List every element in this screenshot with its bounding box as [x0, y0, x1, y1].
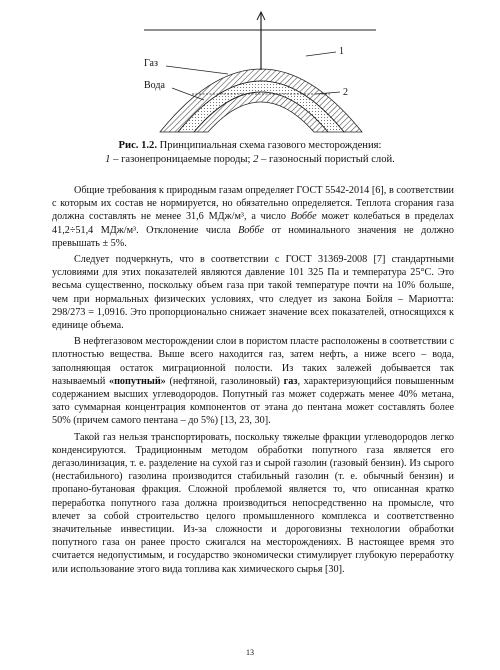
paragraph-4: Такой газ нельзя транспортировать, поскольку тяжелые фракции углеводородов легко конденсируются. Традиционным методом обработки попутного газа является его дегазолинизация, т. е. разделение на сухой газ и сырой газолин (газовый бензин). Из сырого (нестабильного) газолина производится стабильный газолин (т. е. обычный бензин) и пропано-бутановая фракция. Сложной проблемой является то, что описанная кратко переработка попутного газа должна производиться непосредственно на промысле, что влечет за собой строительство целого промышленного комплекса и соответственно значительные инвестиции. Из-за сложности и дороговизны технологии обработки попутного газа он ранее просто сжигался на месторождениях. В настоящее время это считается недопустимым, и государство экономически стимулирует глубокую переработку или использование этого вида топлива как химического сырья [30].	[52, 431, 454, 575]
gas-label: Газ	[144, 58, 158, 69]
caption-item2-text: – газоносный пористый слой.	[258, 153, 395, 165]
paragraph-3-part-b: (нефтяной, газолиновый)	[165, 375, 284, 387]
paragraph-3-part-c: , характеризующийся повышенным содержанием высших углеводородов. Попутный газ может содержать менее 40% метана, зато суммарная концентрация компонентов от этана до пентана может составлять более 50% (причем самого пентана – до 5%) [13, 23, 30].	[52, 375, 454, 427]
gas-leader-line	[166, 66, 228, 74]
body-text	[52, 184, 454, 579]
paragraph-3-part-a: В нефтегазовом месторождении слои в пористом пласте расположены в соответствии с плотностью вещества. Выше всего находится газ, затем нефть, а ниже всего – вода, заполняющая остаток миграционной полости. Из таких залежей добывается так называемый	[52, 336, 454, 387]
wobbe-term-1: Воббе	[290, 211, 317, 223]
label1-leader-line	[306, 52, 336, 56]
gas-deposit-diagram	[140, 8, 380, 134]
paragraph-1-part-a: Общие требования к природным газам определяет ГОСТ 5542-2014 [6], в соответствии с которым их состав не нормируется, но обязательно определяется. Теплота сгорания газа должна составлять не менее 31,6 МДж/м³, а число	[52, 185, 454, 223]
associated-gas-term: «попутный»	[108, 375, 166, 387]
caption-number: Рис. 1.2.	[118, 140, 157, 151]
caption-line-2	[50, 153, 450, 167]
caption-line-1	[50, 139, 450, 153]
layer-2-label: 2	[343, 87, 348, 98]
caption-item1-text: – газонепроницаемые породы;	[110, 153, 254, 165]
paragraph-1-part-c: от номинального значения не должно превышать ± 5%.	[52, 224, 454, 249]
caption-item1-number: 1	[105, 153, 111, 165]
layer-1-label: 1	[339, 46, 344, 57]
caption-item2-number: 2	[253, 153, 259, 165]
paragraph-1	[52, 184, 454, 250]
paragraph-1-part-b: может колебаться в пределах 41,2÷51,4 МДж/м³. Отклонение числа	[52, 211, 454, 236]
figure-caption	[50, 139, 450, 166]
caption-title: Принципиальная схема газового месторождения:	[156, 140, 382, 151]
paragraph-2: Следует подчеркнуть, что в соответствии с ГОСТ 31369-2008 [7] стандартными условиями для этих показателей являются давление 101 325 Па и температура 25°С. Это весьма существенно, поскольку объем газа при такой температуре почти на 10% больше, чем при нормальных физических условиях, что следует из закона Бойля – Мариотта: 298/273 = 1,0916. Это пропорционально снижает значение всех показателей, относящихся к единице объема.	[52, 254, 454, 332]
page-number: 13	[246, 648, 254, 657]
gas-term: газ	[283, 375, 298, 387]
wobbe-term-2: Воббе	[238, 224, 265, 236]
paragraph-3	[52, 335, 454, 427]
water-label: Вода	[144, 80, 165, 91]
gas-deposit-figure	[140, 8, 380, 134]
